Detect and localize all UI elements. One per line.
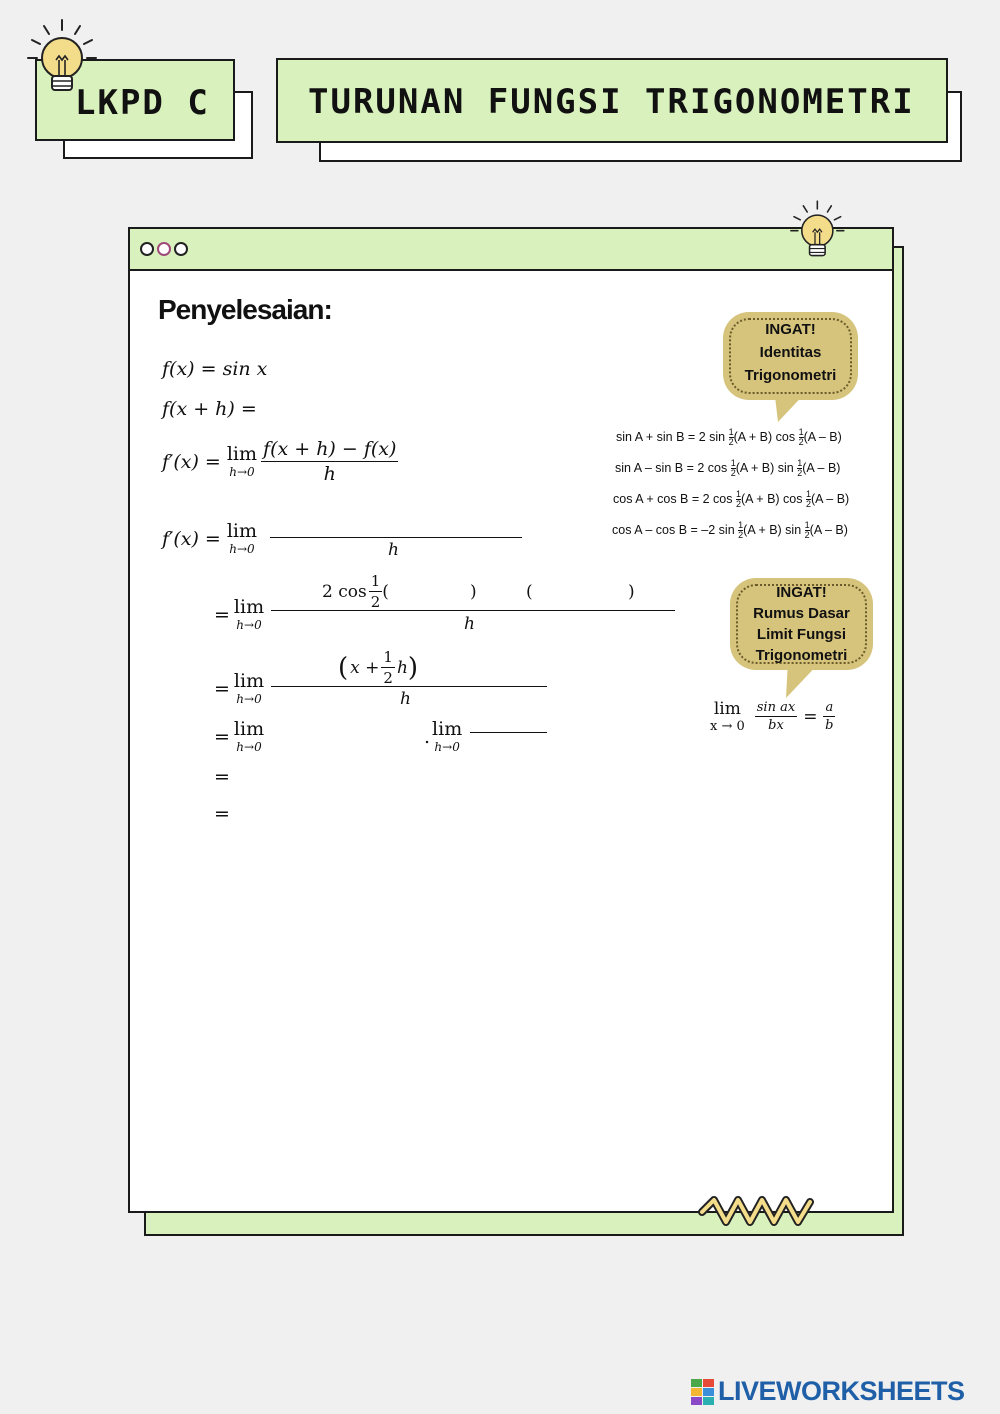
half-num: 1: [370, 572, 381, 590]
lim-sub: h→0: [236, 692, 262, 706]
identity-left: sin A – sin B = 2 cos: [615, 460, 728, 475]
window-dot: [157, 242, 171, 256]
half-num: 1: [383, 648, 393, 666]
identity-left: cos A + cos B = 2 cos: [613, 491, 733, 506]
page-title: TURUNAN FUNGSI TRIGONOMETRI: [308, 82, 915, 122]
section-heading: Penyelesaian:: [158, 294, 332, 325]
card-title-bar: [130, 229, 892, 271]
step-2-numerator: [322, 572, 389, 611]
identity-left: cos A – cos B = –2 sin: [612, 522, 735, 537]
bubble-text: [723, 318, 858, 387]
identity-right: (A – B): [811, 491, 850, 506]
bubble-line: INGAT!: [776, 584, 827, 601]
two-cos-text: 2 cos: [322, 581, 367, 602]
identity-mid: (A + B) cos: [741, 491, 803, 506]
bubble-line: Rumus Dasar: [753, 605, 850, 622]
identity-row: sin A – sin B = 2 cos $\frac{1}{2}$ (A + B) sin $\frac{1}{2}$ (A – B): [615, 458, 841, 478]
window-dot: [140, 242, 154, 256]
derivative-label: f′(x) =: [162, 450, 221, 473]
lim-sub: h→0: [229, 465, 255, 479]
paren-close: ): [407, 652, 419, 683]
reminder-identities-bubble: [723, 312, 858, 400]
step-2-denominator: h: [464, 614, 475, 634]
lim-sub: h→0: [236, 618, 262, 632]
lim-sub: h→0: [434, 740, 460, 754]
definition-numerator: f(x + h) − f(x): [263, 438, 397, 460]
step-3-numerator: [338, 648, 418, 687]
step-3: [214, 672, 264, 705]
half-den: 2: [370, 593, 381, 611]
identity-right: (A – B): [802, 460, 841, 475]
h-var: h: [396, 657, 408, 678]
identity-left: sin A + sin B = 2 sin: [616, 429, 726, 444]
lim-sub: h→0: [236, 740, 262, 754]
fraction-bar: [271, 686, 547, 687]
step-4: [214, 720, 264, 753]
x-plus-text: x +: [350, 657, 380, 678]
paren-open: (: [338, 652, 349, 683]
fraction-bar: [271, 610, 675, 611]
blank-fraction-bar: [270, 537, 522, 538]
lightbulb-icon: [18, 16, 100, 106]
formula-b: b: [825, 718, 834, 733]
lim-word: lim: [713, 698, 741, 719]
zigzag-decoration: [698, 1196, 816, 1228]
derivative-label: f′(x) =: [162, 527, 221, 550]
limit-formula: [710, 700, 835, 733]
bubble-line: Identitas: [759, 344, 822, 361]
paren-close: ): [470, 582, 477, 602]
badge-label: LKPD C: [75, 83, 210, 123]
step-5-equals: =: [214, 766, 230, 788]
blank-fraction-bar: [470, 732, 547, 733]
half-den: 2: [383, 669, 393, 687]
identity-mid: (A + B) sin: [735, 460, 794, 475]
lim-word: lim: [233, 718, 265, 740]
definition-denominator: h: [261, 461, 398, 485]
formula-a: a: [825, 700, 834, 715]
title-box: [276, 58, 948, 143]
equals-sign: =: [214, 677, 230, 700]
identity-mid: (A + B) cos: [733, 429, 796, 444]
lim-word: lim: [233, 670, 265, 692]
identity-right: (A – B): [803, 429, 842, 444]
identity-right: (A – B): [809, 522, 848, 537]
formula-numerator: sin ax: [756, 700, 796, 715]
liveworksheets-icon: [691, 1379, 715, 1405]
formula-denominator: bx: [755, 716, 797, 733]
function-definition: f(x) = sin x: [162, 358, 268, 380]
lim-word: lim: [226, 520, 258, 542]
bubble-line: INGAT!: [765, 321, 816, 338]
step-4-second-limit: [424, 720, 462, 753]
paren-open: (: [526, 582, 533, 602]
equals-sign: =: [214, 603, 230, 626]
lim-sub: h→0: [229, 542, 255, 556]
identity-row: cos A + cos B = 2 cos $\frac{1}{2}$ (A + B) cos $\frac{1}{2}$ (A – B): [613, 489, 850, 509]
bubble-line: Trigonometri: [755, 647, 848, 664]
product-dot: .: [424, 725, 431, 748]
step-2: [214, 598, 264, 631]
derivative-definition: [162, 438, 398, 485]
step-6-equals: =: [214, 803, 230, 825]
equals-sign: =: [214, 725, 230, 748]
bubble-text: [730, 582, 873, 666]
brand-name[interactable]: LIVEWORKSHEETS: [718, 1376, 965, 1406]
lim-word: lim: [233, 596, 265, 618]
lim-word: lim: [432, 718, 463, 740]
step-3-denominator: h: [400, 689, 411, 709]
paren-open: (: [382, 581, 389, 602]
equals-sign: =: [803, 706, 818, 727]
lim-sub: x → 0: [710, 718, 745, 734]
reminder-limit-bubble: [730, 578, 873, 670]
bubble-line: Limit Fungsi: [756, 626, 847, 643]
lim-word: lim: [226, 443, 258, 465]
brand-logo: [691, 1376, 965, 1407]
shifted-function: f(x + h) =: [162, 398, 257, 420]
identity-row: cos A – cos B = –2 sin $\frac{1}{2}$ (A + B) sin $\frac{1}{2}$ (A – B): [612, 520, 848, 540]
step-1: [162, 522, 257, 555]
step-1-denominator: h: [388, 540, 399, 560]
bubble-line: Trigonometri: [744, 367, 837, 384]
window-dot: [174, 242, 188, 256]
lightbulb-icon: [782, 198, 848, 268]
identity-mid: (A + B) sin: [743, 522, 802, 537]
identity-row: sin A + sin B = 2 sin $\frac{1}{2}$ (A + B) cos $\frac{1}{2}$ (A – B): [616, 427, 842, 447]
paren-close: ): [628, 582, 635, 602]
